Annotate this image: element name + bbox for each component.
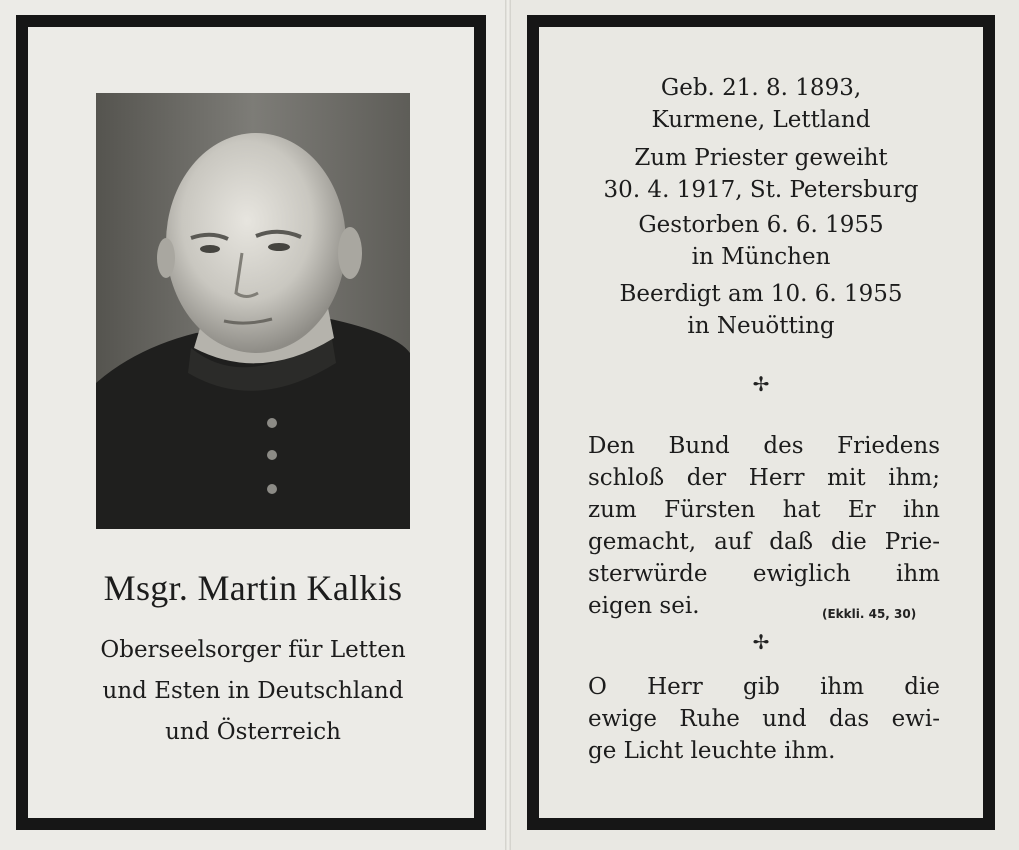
birth-date: Geb. 21. 8. 1893, — [660, 75, 862, 101]
portrait-photo — [96, 93, 410, 529]
death-date: Gestorben 6. 6. 1955 — [638, 212, 884, 238]
ordination-label: Zum Priester geweiht — [634, 145, 888, 171]
verse-line: sterwürde ewiglich ihm — [588, 561, 940, 587]
prayer-line: ge Licht leuchte ihm. — [588, 738, 836, 764]
verse-line: Den Bund des Friedens — [588, 433, 940, 459]
subtitle — [30, 630, 476, 753]
burial-date: Beerdigt am 10. 6. 1955 — [619, 281, 903, 307]
bible-verse — [588, 430, 940, 622]
verse-line: schloß der Herr mit ihm; — [588, 465, 940, 491]
subtitle-line: und Esten in Deutschland — [102, 678, 404, 704]
verse-reference: (Ekkli. 45, 30) — [822, 607, 917, 621]
prayer — [588, 671, 940, 767]
cross-icon: ✢ — [752, 372, 770, 396]
birth-place: Kurmene, Lettland — [651, 107, 871, 133]
card-fold — [505, 0, 511, 850]
deceased-name: Msgr. Martin Kalkis — [103, 568, 403, 608]
ordination-date: 30. 4. 1917, St. Petersburg — [603, 177, 919, 203]
ordination-info — [560, 142, 962, 206]
subtitle-line: Oberseelsorger für Letten — [100, 637, 406, 663]
burial-place: in Neuötting — [687, 313, 835, 339]
birth-info — [560, 72, 962, 136]
verse-line: gemacht, auf daß die Prie- — [588, 529, 940, 555]
prayer-line: ewige Ruhe und das ewi- — [588, 706, 940, 732]
burial-info — [560, 278, 962, 342]
cross-icon: ✢ — [752, 630, 770, 654]
subtitle-line: und Österreich — [165, 719, 341, 745]
death-info — [560, 209, 962, 273]
prayer-line: O Herr gib ihm die — [588, 674, 940, 700]
death-place: in München — [691, 244, 831, 270]
verse-line: eigen sei. — [588, 593, 700, 619]
verse-line: zum Fürsten hat Er ihn — [588, 497, 940, 523]
